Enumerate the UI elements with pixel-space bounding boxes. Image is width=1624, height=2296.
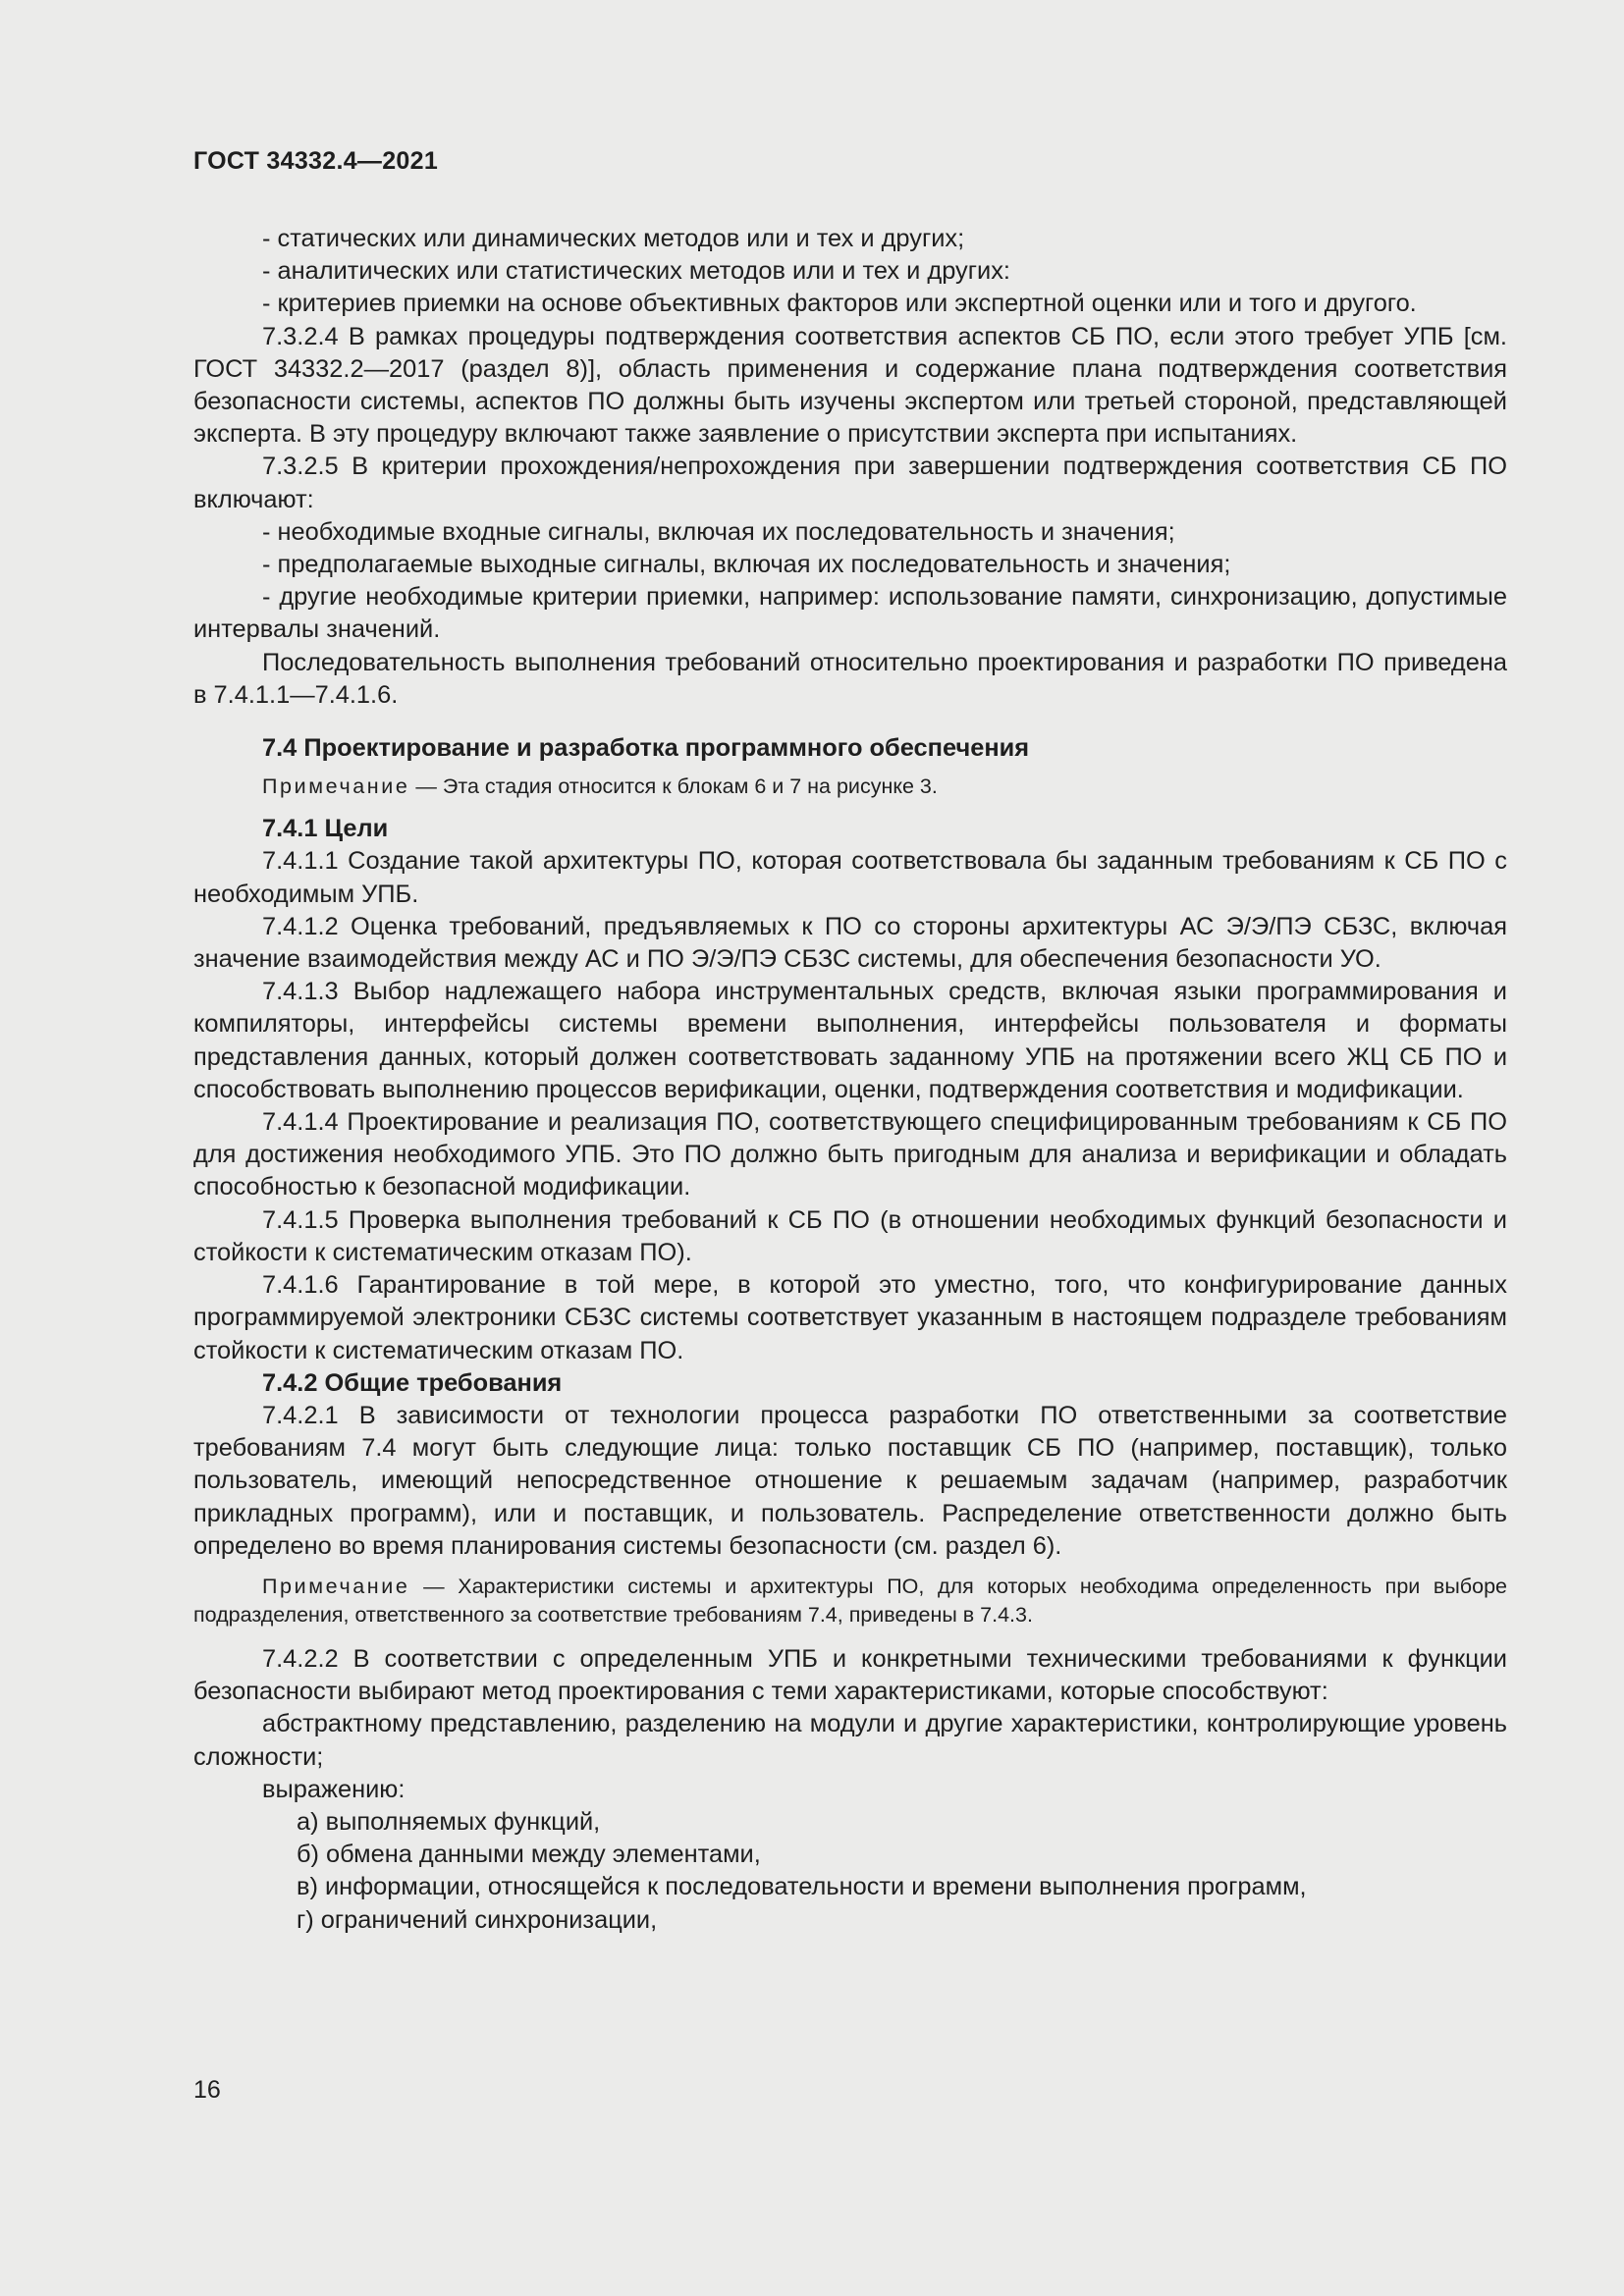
note-text: — Эта стадия относится к блокам 6 и 7 на рисунке 3.	[409, 774, 938, 799]
paragraph-7-4-1-2: 7.4.1.2 Оценка требований, предъявляемых к ПО со стороны архитектуры АС Э/Э/ПЭ СБЗС, включая значение взаимодействия между АС и ПО Э/Э/ПЭ СБЗС системы, для обеспечения безопасности УО.	[193, 912, 1507, 974]
note-label: Примечание	[262, 1574, 410, 1598]
paragraph-7-4-1-3: 7.4.1.3 Выбор надлежащего набора инструментальных средств, включая языки программирования и компиляторы, интерфейсы системы времени выполнения, интерфейсы пользователя и форматы представления данных, который должен соответствовать заданному УПБ на протяжении всего ЖЦ СБ ПО и способствовать выполнению процессов верификации, оценки, подтверждения соответствия и модификации.	[193, 978, 1507, 1103]
list-item: - аналитических или статистических методов или и тех и других:	[262, 257, 1010, 286]
paragraph-7-4-2-2: 7.4.2.2 В соответствии с определенным УПБ и конкретными техническими требованиями к функции безопасности выбирают метод проектирования с теми характеристиками, которые способствуют:	[193, 1644, 1507, 1706]
note	[193, 1573, 1507, 1629]
list-item: - предполагаемые выходные сигналы, включая их последовательность и значения;	[262, 551, 1231, 579]
paragraph: абстрактному представлению, разделению на модули и другие характеристики, контролирующие уровень сложности;	[193, 1710, 1507, 1771]
list-item: - статических или динамических методов или и тех и других;	[262, 225, 965, 252]
paragraph-7-4-1-1: 7.4.1.1 Создание такой архитектуры ПО, которая соответствовала бы заданным требованиям к СБ ПО с необходимым УПБ.	[193, 847, 1507, 908]
note-label: Примечание	[262, 774, 410, 799]
paragraph: Последовательность выполнения требований относительно проектирования и разработки ПО приведена в 7.4.1.1—7.4.1.6.	[193, 648, 1507, 709]
document-body	[193, 223, 1507, 1937]
section-heading-7-4: 7.4 Проектирование и разработка программного обеспечения	[262, 734, 1030, 763]
paragraph: выражению:	[262, 1775, 406, 1803]
list-item: - необходимые входные сигналы, включая их последовательность и значения;	[262, 517, 1175, 546]
list-item: г) ограничений синхронизации,	[297, 1905, 658, 1934]
paragraph-7-4-1-4: 7.4.1.4 Проектирование и реализация ПО, соответствующего специфицированным требованиям к СБ ПО для достижения необходимого УПБ. Это ПО должно быть пригодным для анализа и верификации и обладать способностью к безопасной модификации.	[193, 1108, 1507, 1201]
list-item: а) выполняемых функций,	[297, 1807, 601, 1836]
paragraph-7-4-1-6: 7.4.1.6 Гарантирование в той мере, в которой это уместно, того, что конфигурирование данных программируемой электроники СБЗС системы соответствует указанным в настоящем подразделе требованиям стойкости к систематическим отказам ПО.	[193, 1271, 1507, 1364]
note-text: — Характеристики системы и архитектуры ПО, для которых необходима определенность при выборе подразделения, ответственного за соответствие требованиям 7.4, приведены в 7.4.3.	[193, 1574, 1507, 1627]
paragraph-7-3-2-5: 7.3.2.5 В критерии прохождения/непрохождения при завершении подтверждения соответствия СБ ПО включают:	[193, 453, 1507, 513]
paragraph-7-4-1-5: 7.4.1.5 Проверка выполнения требований к СБ ПО (в отношении необходимых функций безопасности и стойкости к систематическим отказам ПО).	[193, 1205, 1507, 1266]
paragraph-7-4-2-1: 7.4.2.1 В зависимости от технологии процесса разработки ПО ответственными за соответствие требованиям 7.4 могут быть следующие лица: только поставщик СБ ПО (например, поставщик), только пользователь, имеющий непосредственное отношение к решаемым задачам (например, разработчик прикладных программ), или и поставщик, и пользователь. Распределение ответственности должно быть определено во время планирования системы безопасности (см. раздел 6).	[193, 1401, 1507, 1560]
paragraph-7-3-2-4: 7.3.2.4 В рамках процедуры подтверждения соответствия аспектов СБ ПО, если этого требует УПБ [см. ГОСТ 34332.2—2017 (раздел 8)], область применения и содержание плана подтверждения соответствия безопасности системы, аспектов ПО должны быть изучены экспертом или третьей стороной, представляющей эксперта. В эту процедуру включают также заявление о присутствии эксперта при испытаниях.	[193, 322, 1507, 449]
subsection-heading-7-4-1: 7.4.1 Цели	[262, 815, 389, 843]
list-item: - критериев приемки на основе объективных факторов или экспертной оценки или и того и другого.	[262, 290, 1417, 318]
list-item: - другие необходимые критерии приемки, например: использование памяти, синхронизацию, допустимые интервалы значений.	[193, 583, 1507, 644]
document-header: ГОСТ 34332.4—2021	[193, 147, 439, 175]
list-item: в) информации, относящейся к последовательности и времени выполнения программ,	[297, 1873, 1307, 1901]
subsection-heading-7-4-2: 7.4.2 Общие требования	[262, 1368, 563, 1397]
list-item: б) обмена данными между элементами,	[297, 1841, 761, 1869]
page-number: 16	[193, 2076, 221, 2104]
note	[193, 773, 1507, 801]
